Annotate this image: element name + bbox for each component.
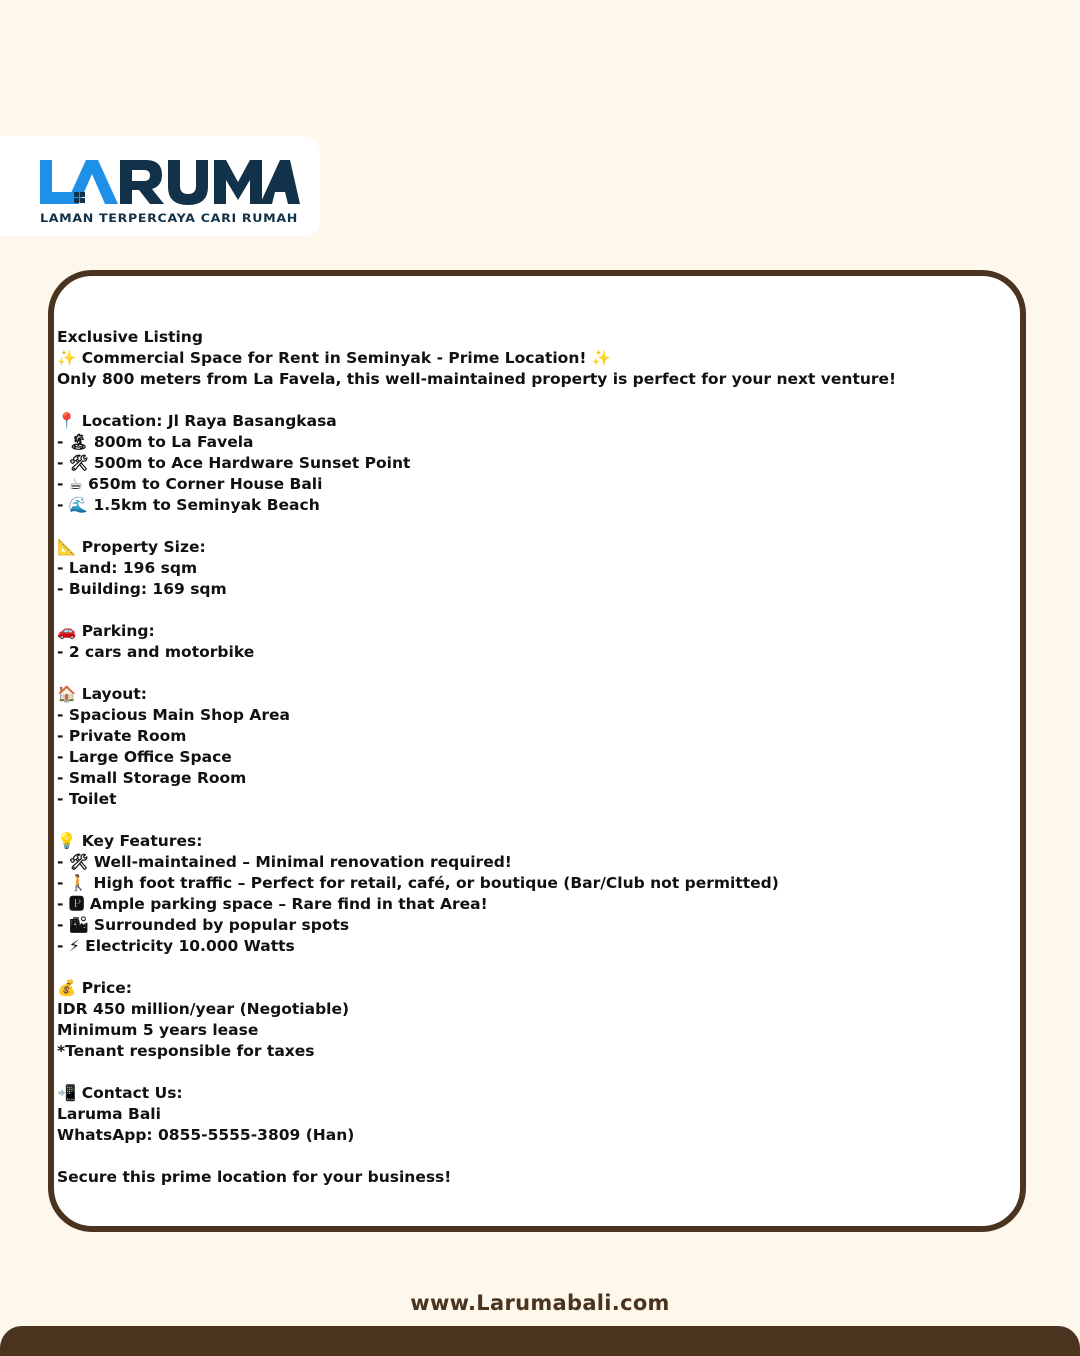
footer-bar bbox=[0, 1326, 1080, 1356]
listing-line: - 🚶 High foot traffic – Perfect for retail, café, or boutique (Bar/Club not permitted) bbox=[57, 874, 779, 892]
listing-line: - 🛠 Well-maintained – Minimal renovation required! bbox=[57, 853, 512, 871]
listing-line: - 🏙 Surrounded by popular spots bbox=[57, 916, 350, 934]
listing-line: IDR 450 million/year (Negotiable) bbox=[57, 1000, 350, 1018]
listing-line: - 🏝 800m to La Favela bbox=[57, 433, 254, 451]
blank-line bbox=[57, 390, 1016, 411]
listing-line: - 2 cars and motorbike bbox=[57, 643, 255, 661]
logo-tagline: LAMAN TERPERCAYA CARI RUMAH bbox=[40, 212, 298, 225]
listing-line: - ⚡ Electricity 10.000 Watts bbox=[57, 937, 295, 955]
listing-line: Laruma Bali bbox=[57, 1105, 161, 1123]
listing-line: - Land: 196 sqm bbox=[57, 559, 198, 577]
listing-line: *Tenant responsible for taxes bbox=[57, 1042, 315, 1060]
listing-card bbox=[48, 270, 1026, 1232]
listing-line: - Large Office Space bbox=[57, 748, 232, 766]
logo-letter-a bbox=[66, 160, 118, 204]
logo-letter-r bbox=[120, 160, 164, 204]
website-url[interactable]: www.Larumabali.com bbox=[410, 1291, 670, 1315]
listing-line: - 🛠 500m to Ace Hardware Sunset Point bbox=[57, 454, 411, 472]
listing-line: - 🌊 1.5km to Seminyak Beach bbox=[57, 496, 320, 514]
listing-line: Only 800 meters from La Favela, this well-maintained property is perfect for your next venture! bbox=[57, 370, 897, 388]
listing-line: 🚗 Parking: bbox=[57, 622, 155, 640]
listing-line: - Spacious Main Shop Area bbox=[57, 706, 290, 724]
logo-card bbox=[0, 136, 320, 236]
listing-line: 📲 Contact Us: bbox=[57, 1084, 183, 1102]
listing-line: - ☕ 650m to Corner House Bali bbox=[57, 475, 323, 493]
blank-line bbox=[57, 1062, 1016, 1083]
logo-letter-m bbox=[214, 160, 262, 204]
listing-line: 📍 Location: Jl Raya Basangkasa bbox=[57, 412, 337, 430]
blank-line bbox=[57, 1146, 1016, 1167]
logo-letter-l bbox=[40, 160, 74, 204]
listing-line: - Building: 169 sqm bbox=[57, 580, 227, 598]
listing-line: - 🅿 Ample parking space – Rare find in that Area! bbox=[57, 895, 488, 913]
logo-letter-a2 bbox=[260, 160, 300, 204]
logo-letter-u bbox=[168, 160, 208, 205]
blank-line bbox=[57, 600, 1016, 621]
blank-line bbox=[57, 810, 1016, 831]
listing-line: Secure this prime location for your business! bbox=[57, 1168, 452, 1186]
blank-line bbox=[57, 663, 1016, 684]
listing-line: 💡 Key Features: bbox=[57, 832, 203, 850]
listing-line: WhatsApp: 0855-5555-3809 (Han) bbox=[57, 1126, 355, 1144]
listing-line: ✨ Commercial Space for Rent in Seminyak - Prime Location! ✨ bbox=[57, 349, 612, 367]
listing-line: Minimum 5 years lease bbox=[57, 1021, 259, 1039]
listing-line: - Toilet bbox=[57, 790, 117, 808]
laruma-logo bbox=[38, 154, 300, 226]
listing-line: - Small Storage Room bbox=[57, 769, 247, 787]
listing-line: Exclusive Listing bbox=[57, 328, 203, 346]
listing-line: 📐 Property Size: bbox=[57, 538, 206, 556]
blank-line bbox=[57, 957, 1016, 978]
blank-line bbox=[57, 516, 1016, 537]
listing-text bbox=[57, 327, 1016, 1188]
listing-line: 💰 Price: bbox=[57, 979, 132, 997]
listing-line: - Private Room bbox=[57, 727, 187, 745]
listing-line: 🏠 Layout: bbox=[57, 685, 147, 703]
